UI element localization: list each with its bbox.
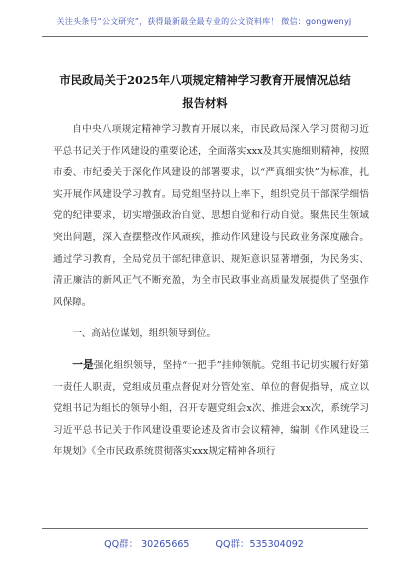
footer-divider — [42, 528, 368, 529]
footer — [0, 536, 408, 550]
paragraph-organization-text: 强化组织领导，坚持“一把手”挂帅领航。党组书记切实履行好第一责任人职责，党组成员重点督促对分管处室、单位的督促指导，成立以党组书记为组长的领导小组，召开专题党组会x次、推进会xx次，系统学习习近平总书记关于作风建设重要论述及省市会议精神，编制《作风建设三年规划》《全市民政系统贯彻落实xxx规定精神各项行 — [53, 359, 369, 458]
paragraph-organization — [53, 355, 369, 463]
header-divider — [42, 36, 368, 37]
document-body — [53, 119, 369, 463]
title-line-1: 市民政局关于2025年八项规定精神学习教育开展情况总结 — [59, 73, 351, 87]
paragraph-lead: 一是 — [72, 358, 94, 371]
paragraph-intro: 自中央八项规定精神学习教育开展以来，市民政局深入学习贯彻习近平总书记关于作风建设的重要论述，全面落实xxx及其实施细则精神，按照市委、市纪委关于深化作风建设的部署要求，以“严真细实快”为标准，扎实开展作风建设学习教育。局党组坚持以上率下，组织党员干部深学细悟党的纪律要求，切实增强政治自觉、思想自觉和行动自觉。聚焦民生领域突出问题，深入查摆整改作风顽疾，推动作风建设与民政业务深度融合。通过学习教育，全局党员干部纪律意识、规矩意识显著增强，为民务实、清正廉洁的新风正气不断充盈，为全市民政事业高质量发展提供了坚强作风保障。 — [53, 124, 369, 308]
qq-group-1: QQ群： 30265665 — [104, 539, 190, 550]
qq-group-2: QQ群：535304092 — [215, 539, 304, 550]
document-title — [40, 69, 370, 115]
top-banner: 关注头条号“公文研究”，获得最新最全最专业的公文资料库！ 微信：gongwenyj — [56, 17, 352, 26]
section-heading: 一、高站位谋划，组织领导到位。 — [72, 328, 217, 340]
title-line-2: 报告材料 — [182, 96, 228, 110]
